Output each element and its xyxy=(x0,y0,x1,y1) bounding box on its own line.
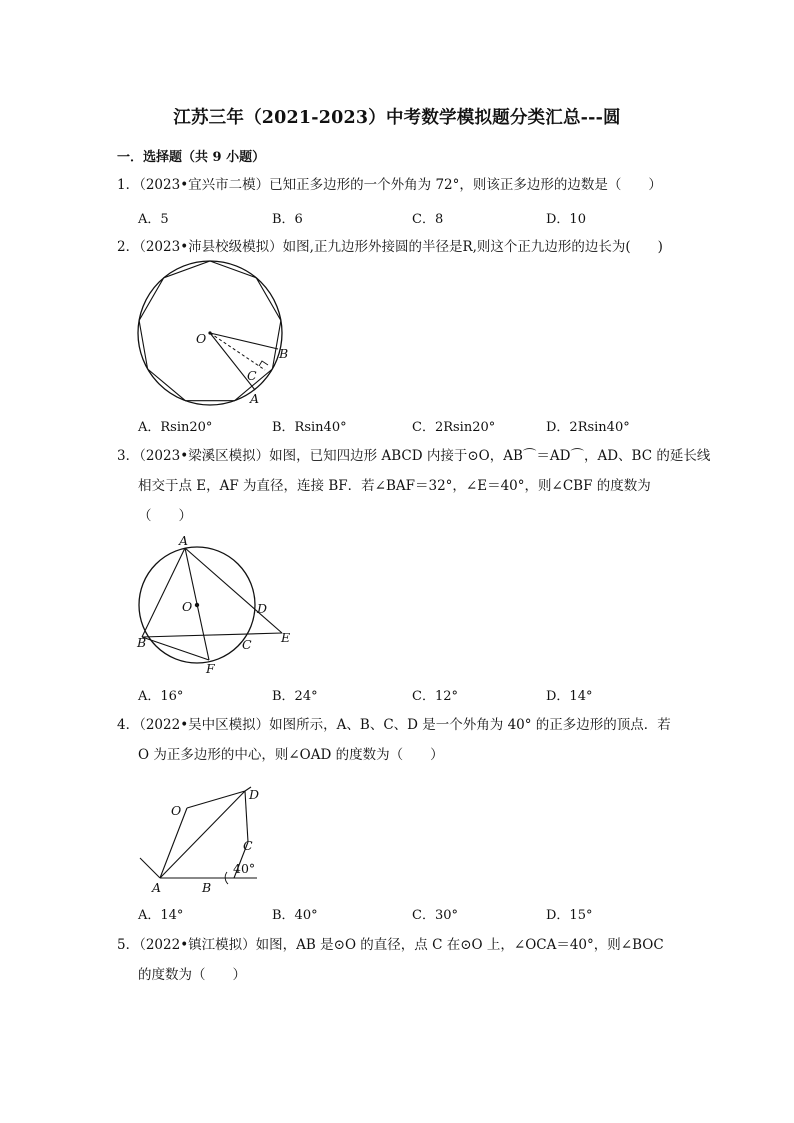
option-a[interactable]: A．Rsin20° xyxy=(138,420,213,435)
label-b: B xyxy=(202,880,212,895)
label-b: B xyxy=(137,635,147,650)
label-angle-40: 40° xyxy=(233,861,256,876)
question-3 xyxy=(117,441,711,531)
label-e: E xyxy=(281,630,291,645)
label-c: C xyxy=(243,838,253,853)
label-d: D xyxy=(257,601,268,616)
question-text-line-2: 的度数为（ ） xyxy=(138,967,246,983)
question-text-line-1: 如图，已知四边形 ABCD 内接于⊙O，AB⌒＝AD⌒，AD、BC 的延长线 xyxy=(269,448,711,464)
option-c[interactable]: C．8 xyxy=(412,212,444,227)
question-1 xyxy=(117,170,677,200)
question-number: 2． xyxy=(117,239,140,255)
question-4 xyxy=(117,710,677,770)
question-source: （2022•镇江模拟） xyxy=(139,937,256,953)
label-o: O xyxy=(196,331,207,346)
label-d: D xyxy=(249,787,260,802)
option-d[interactable]: D．10 xyxy=(546,212,586,227)
label-o: O xyxy=(171,803,182,818)
nonagon-figure xyxy=(130,262,290,412)
label-b: B xyxy=(279,346,289,361)
section-heading: 一．选择题（共 9 小题） xyxy=(117,150,266,165)
question-text-line-1: 如图所示，A、B、C、D 是一个外角为 40° 的正多边形的顶点．若 xyxy=(269,717,671,733)
regular-polygon-figure xyxy=(135,786,275,896)
question-number: 5． xyxy=(117,937,140,953)
label-c: C xyxy=(247,368,257,383)
option-a[interactable]: A．16° xyxy=(138,689,184,704)
option-c[interactable]: C．30° xyxy=(412,908,458,923)
question-source: （2023•沛县校级模拟） xyxy=(139,239,283,255)
question-source: （2023•宜兴市二模） xyxy=(139,177,270,193)
question-2 xyxy=(117,232,677,262)
question-number: 3． xyxy=(117,448,140,464)
question-text-line-2: O 为正多边形的中心，则∠OAD 的度数为（ ） xyxy=(138,747,444,763)
option-a[interactable]: A．14° xyxy=(138,908,184,923)
option-b[interactable]: B．24° xyxy=(272,689,318,704)
label-a: A xyxy=(152,880,162,895)
option-d[interactable]: D．15° xyxy=(546,908,593,923)
option-d[interactable]: D．2Rsin40° xyxy=(546,420,630,435)
question-text-line-2: 相交于点 E，AF 为直径，连接 BF．若∠BAF＝32°，∠E＝40°，则∠CBF 的度数为 xyxy=(138,478,651,494)
option-c[interactable]: C．2Rsin20° xyxy=(412,420,496,435)
question-4-options xyxy=(138,904,678,924)
label-o: O xyxy=(182,599,193,614)
question-1-options xyxy=(138,208,678,228)
question-source: （2022•吴中区模拟） xyxy=(139,717,270,733)
option-b[interactable]: B．Rsin40° xyxy=(272,420,347,435)
question-5 xyxy=(117,930,677,990)
label-a: A xyxy=(250,391,260,406)
question-2-options xyxy=(138,416,678,436)
circle-quadrilateral-figure xyxy=(135,534,305,679)
option-b[interactable]: B．6 xyxy=(272,212,303,227)
question-text: 如图,正九边形外接圆的半径是R,则这个正九边形的边长为( ) xyxy=(282,239,663,255)
option-d[interactable]: D．14° xyxy=(546,689,593,704)
label-f: F xyxy=(206,661,215,676)
question-text-line-3: （ ） xyxy=(138,508,192,524)
question-text: 已知正多边形的一个外角为 72°，则该正多边形的边数是（ ） xyxy=(269,177,662,193)
question-text-line-1: 如图，AB 是⊙O 的直径，点 C 在⊙O 上，∠OCA＝40°，则∠BOC xyxy=(255,937,664,953)
option-b[interactable]: B．40° xyxy=(272,908,318,923)
option-c[interactable]: C．12° xyxy=(412,689,458,704)
option-a[interactable]: A．5 xyxy=(138,212,169,227)
question-number: 4． xyxy=(117,717,140,733)
question-3-options xyxy=(138,685,678,705)
label-c: C xyxy=(242,637,252,652)
question-source: （2023•梁溪区模拟） xyxy=(139,448,270,464)
page-title: 江苏三年（2021-2023）中考数学模拟题分类汇总---圆 xyxy=(173,108,621,128)
question-number: 1． xyxy=(117,177,140,193)
nonagon xyxy=(139,261,281,401)
label-a: A xyxy=(179,533,189,548)
